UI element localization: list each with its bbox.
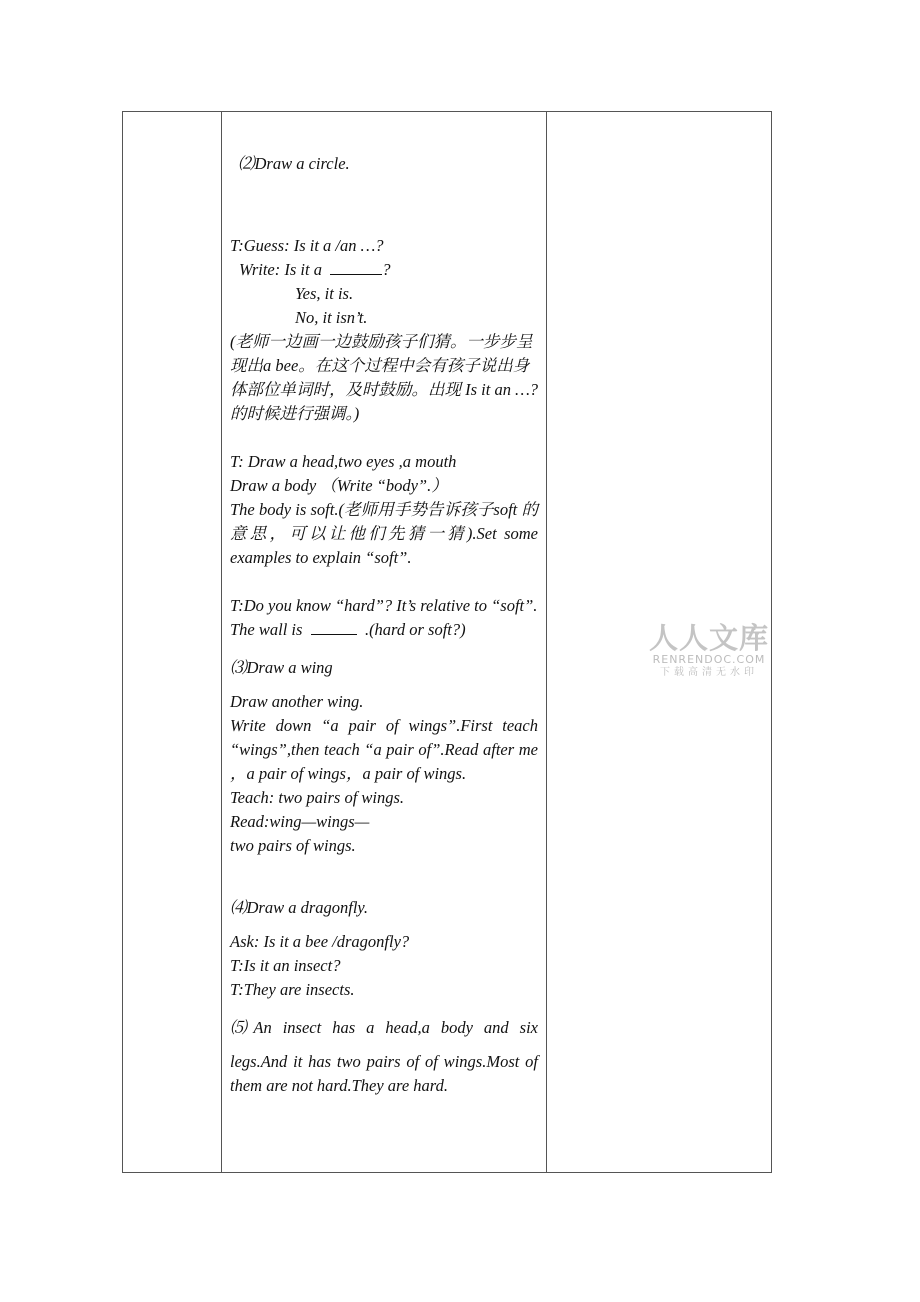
answer-yes: Yes, it is. <box>295 284 354 303</box>
guess-prompt: T:Guess: Is it a /an …? <box>230 236 384 255</box>
column-divider-right <box>546 112 547 1172</box>
write-suffix: ? <box>382 260 391 279</box>
ask-bee-dragonfly: Ask: Is it a bee /dragonfly? <box>230 932 410 951</box>
insect-question: T:Is it an insect? <box>230 956 341 975</box>
read-wings: Read:wing—wings— <box>230 812 370 831</box>
answer-no: No, it isn’t. <box>295 308 368 327</box>
wall-suffix: .(hard or soft?) <box>364 620 466 639</box>
insect-summary-text: legs.And it has two pairs of of wings.Most of them are not hard.They are hard. <box>230 1052 538 1095</box>
column-divider-left <box>221 112 222 1172</box>
step-draw-wing: ⑶Draw a wing <box>230 658 333 677</box>
watermark-domain: RENRENDOC.COM <box>652 653 766 666</box>
watermark-tagline: 下载高清无水印 <box>660 667 758 678</box>
wall-question <box>230 618 538 642</box>
draw-another-wing: Draw another wing. <box>230 692 364 711</box>
draw-body-line: Draw a body （Write “body”.） <box>230 476 448 495</box>
answer-blank <box>330 259 382 275</box>
write-prefix: Write: Is it a <box>239 260 322 279</box>
two-pairs-line: two pairs of wings. <box>230 836 356 855</box>
wall-prefix: The wall is <box>230 620 303 639</box>
renrendoc-watermark <box>645 622 773 680</box>
procedure-cell <box>230 112 538 1098</box>
insects-answer: T:They are insects. <box>230 980 355 999</box>
teacher-note-guess: (老师一边画一边鼓励孩子们猜。一步步呈现出a bee。在这个过程中会有孩子说出身体部位单词时，及时鼓励。出现 Is it an …?的时候进行强调。) <box>230 332 539 423</box>
hard-question: T:Do you know “hard”? It’s relative to “soft”. <box>230 596 538 615</box>
step-insect-summary: ⑸An insect has a head,a body and six <box>230 1018 538 1037</box>
draw-head-line: T: Draw a head,two eyes ,a mouth <box>230 452 457 471</box>
step-draw-circle: ⑵Draw a circle. <box>238 154 350 173</box>
step-draw-dragonfly: ⑷Draw a dragonfly. <box>230 898 368 917</box>
soft-explanation: The body is soft.(老师用手势告诉孩子soft 的意思，可以让他们先猜一猜).Set some examples to explain “soft”. <box>230 500 538 567</box>
write-line <box>230 258 538 282</box>
wall-blank <box>311 619 357 635</box>
watermark-logo-text: 人人文库 <box>648 621 769 655</box>
pair-of-wings-instruction: Write down “a pair of wings”.First teach “wings”,then teach “a pair of”.Read after me ，a pair of wings，a pair of wings. <box>230 716 538 783</box>
teach-two-pairs: Teach: two pairs of wings. <box>230 788 405 807</box>
